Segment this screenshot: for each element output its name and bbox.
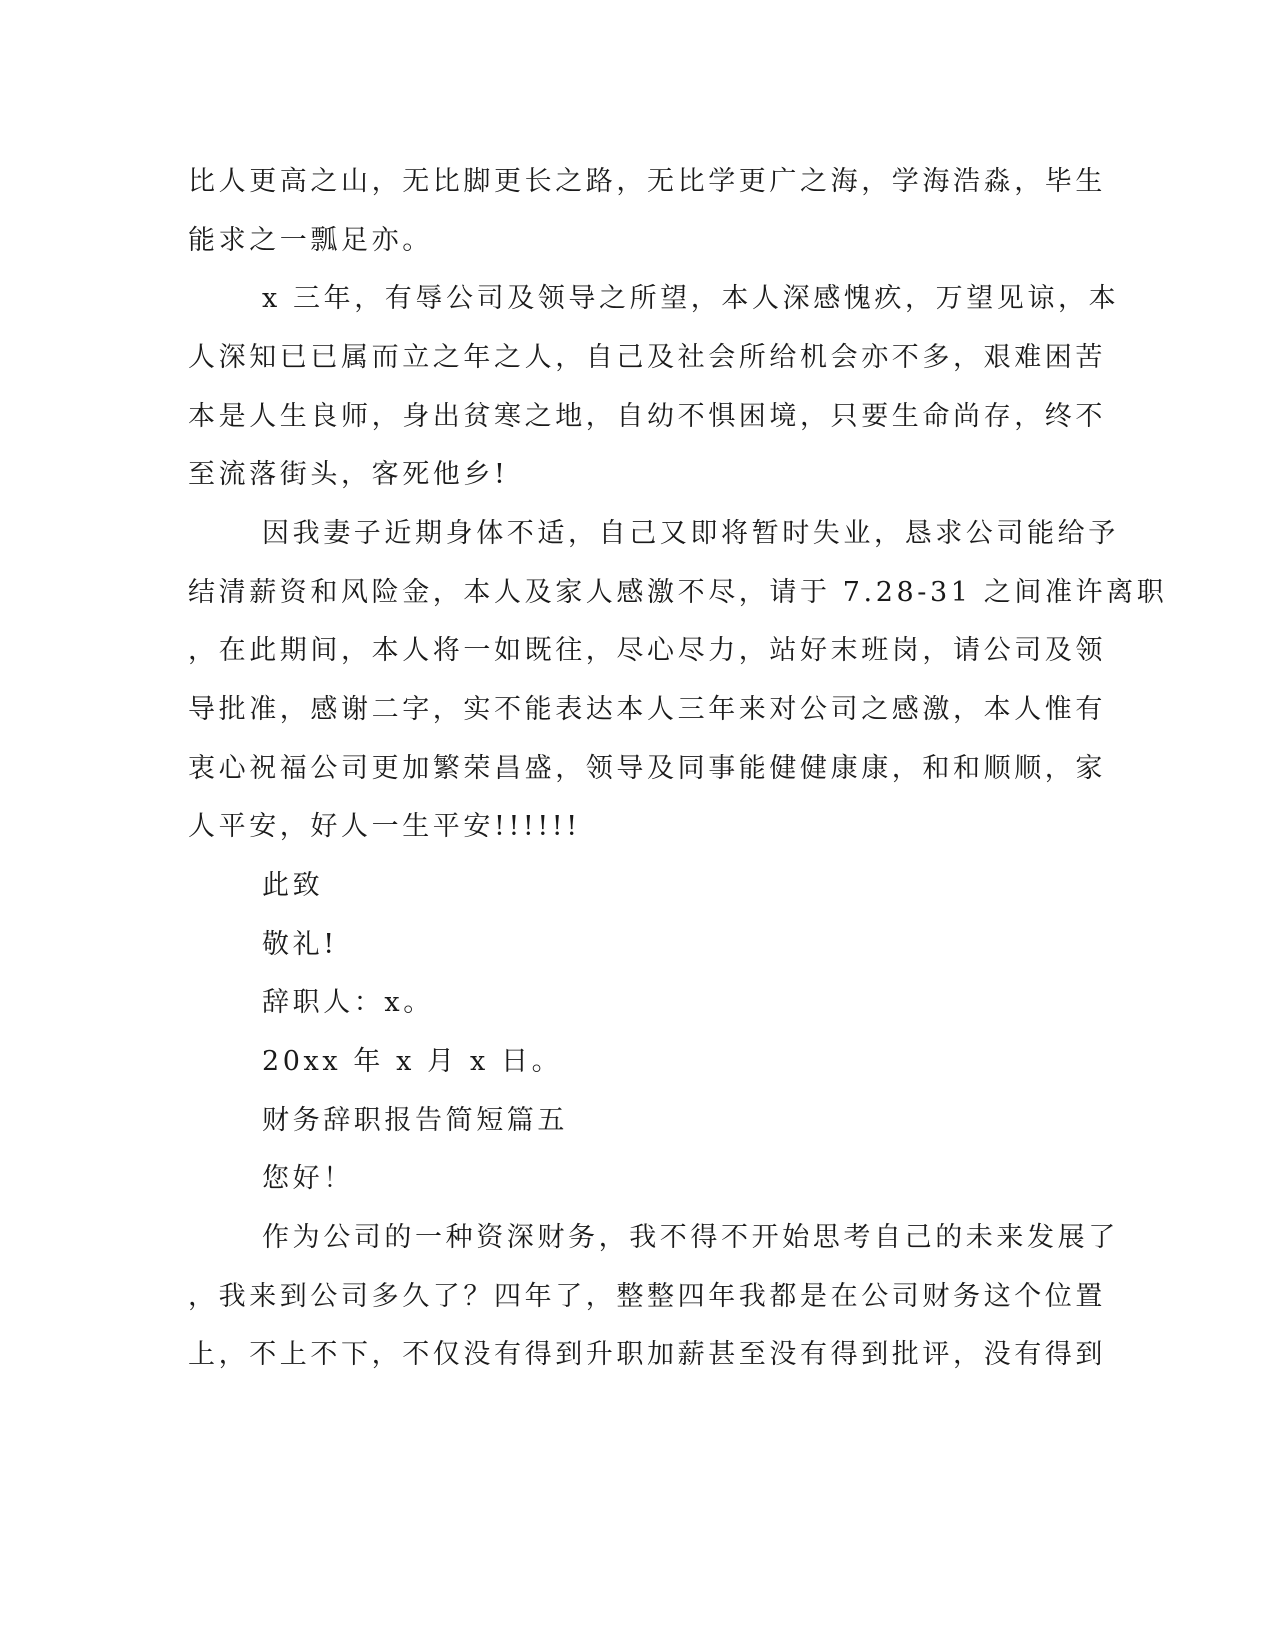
paragraph-line: 结清薪资和风险金，本人及家人感激不尽，请于 7.28-31 之间准许离职 — [188, 577, 1168, 608]
date-line: 20xx 年 x 月 x 日。 — [262, 1046, 563, 1077]
paragraph-line: 人深知已已属而立之年之人，自己及社会所给机会亦不多，艰难困苦 — [188, 342, 1106, 373]
paragraph-line: x 三年，有辱公司及领导之所望，本人深感愧疚，万望见谅，本 — [262, 283, 1120, 314]
paragraph-line: 能求之一瓢足亦。 — [188, 225, 433, 256]
paragraph-line: 导批准，感谢二字，实不能表达本人三年来对公司之感激，本人惟有 — [188, 694, 1106, 725]
greeting-line: 您好！ — [262, 1163, 354, 1194]
salutation-line: 敬礼! — [262, 929, 338, 960]
paragraph-line: ，在此期间，本人将一如既往，尽心尽力，站好末班岗，请公司及领 — [188, 635, 1106, 666]
paragraph-line: 作为公司的一种资深财务，我不得不开始思考自己的未来发展了 — [262, 1222, 1119, 1253]
paragraph-line: 比人更高之山，无比脚更长之路，无比学更广之海，学海浩淼，毕生 — [188, 166, 1106, 197]
paragraph-line: ，我来到公司多久了？四年了，整整四年我都是在公司财务这个位置 — [188, 1281, 1106, 1312]
paragraph-line: 衷心祝福公司更加繁荣昌盛，领导及同事能健健康康，和和顺顺，家 — [188, 753, 1106, 784]
signature-line: 辞职人：x。 — [262, 987, 434, 1018]
paragraph-line: 本是人生良师，身出贫寒之地，自幼不惧困境，只要生命尚存，终不 — [188, 401, 1106, 432]
closing-line: 此致 — [262, 870, 324, 901]
paragraph-line: 人平安，好人一生平安!!!!!! — [188, 811, 581, 842]
paragraph-line: 至流落街头，客死他乡! — [188, 459, 509, 490]
section-title: 财务辞职报告简短篇五 — [262, 1105, 568, 1136]
paragraph-line: 上，不上不下，不仅没有得到升职加薪甚至没有得到批评，没有得到 — [188, 1339, 1106, 1370]
paragraph-line: 因我妻子近期身体不适，自己又即将暂时失业，恳求公司能给予 — [262, 518, 1119, 549]
